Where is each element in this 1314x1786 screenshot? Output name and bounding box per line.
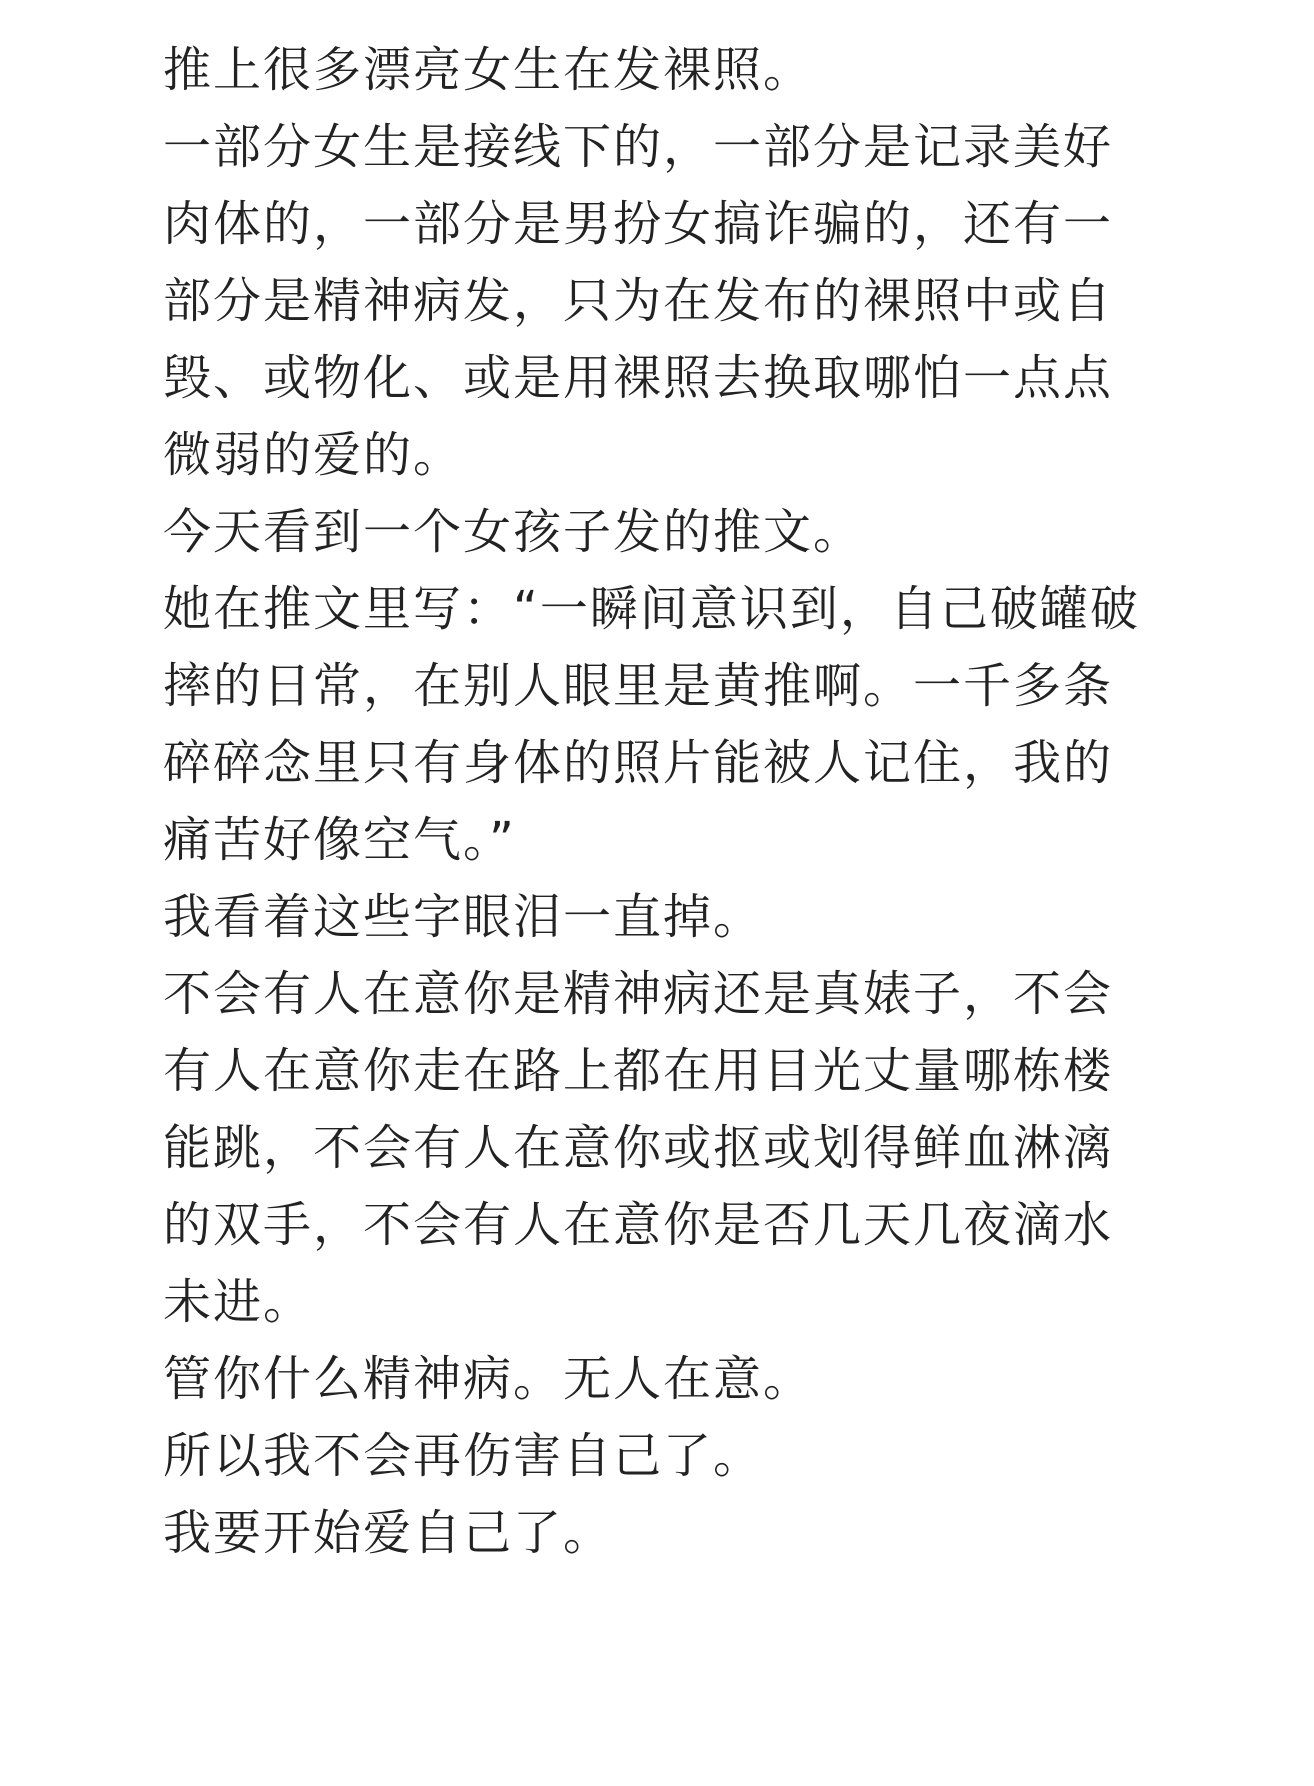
text-line: 推上很多漂亮女生在发裸照。 bbox=[163, 42, 814, 98]
text-line: 摔的日常，在别人眼里是黄推啊。一千多条 bbox=[163, 658, 1114, 714]
text-line: 今天看到一个女孩子发的推文。 bbox=[163, 504, 864, 560]
text-line: 微弱的爱的。 bbox=[163, 427, 464, 483]
text-line: 未进。 bbox=[163, 1274, 314, 1330]
text-line: 我看着这些字眼泪一直掉。 bbox=[163, 889, 764, 945]
text-line: 所以我不会再伤害自己了。 bbox=[163, 1428, 764, 1484]
text-line: 部分是精神病发，只为在发布的裸照中或自 bbox=[163, 273, 1114, 329]
text-line: 一部分女生是接线下的，一部分是记录美好 bbox=[163, 119, 1114, 175]
text-line: 管你什么精神病。无人在意。 bbox=[163, 1351, 814, 1407]
text-line: 痛苦好像空气。” bbox=[163, 812, 516, 868]
text-line: 不会有人在意你是精神病还是真婊子，不会 bbox=[163, 966, 1114, 1022]
text-line: 能跳，不会有人在意你或抠或划得鲜血淋漓 bbox=[163, 1120, 1114, 1176]
text-line: 我要开始爱自己了。 bbox=[163, 1505, 614, 1561]
text-line: 肉体的，一部分是男扮女搞诈骗的，还有一 bbox=[163, 196, 1114, 252]
text-line: 有人在意你走在路上都在用目光丈量哪栋楼 bbox=[163, 1043, 1114, 1099]
text-line: 她在推文里写：“一瞬间意识到，自己破罐破 bbox=[163, 581, 1140, 637]
text-line: 的双手，不会有人在意你是否几天几夜滴水 bbox=[163, 1197, 1114, 1253]
text-line: 毁、或物化、或是用裸照去换取哪怕一点点 bbox=[163, 350, 1114, 406]
text-line: 碎碎念里只有身体的照片能被人记住，我的 bbox=[163, 735, 1114, 791]
